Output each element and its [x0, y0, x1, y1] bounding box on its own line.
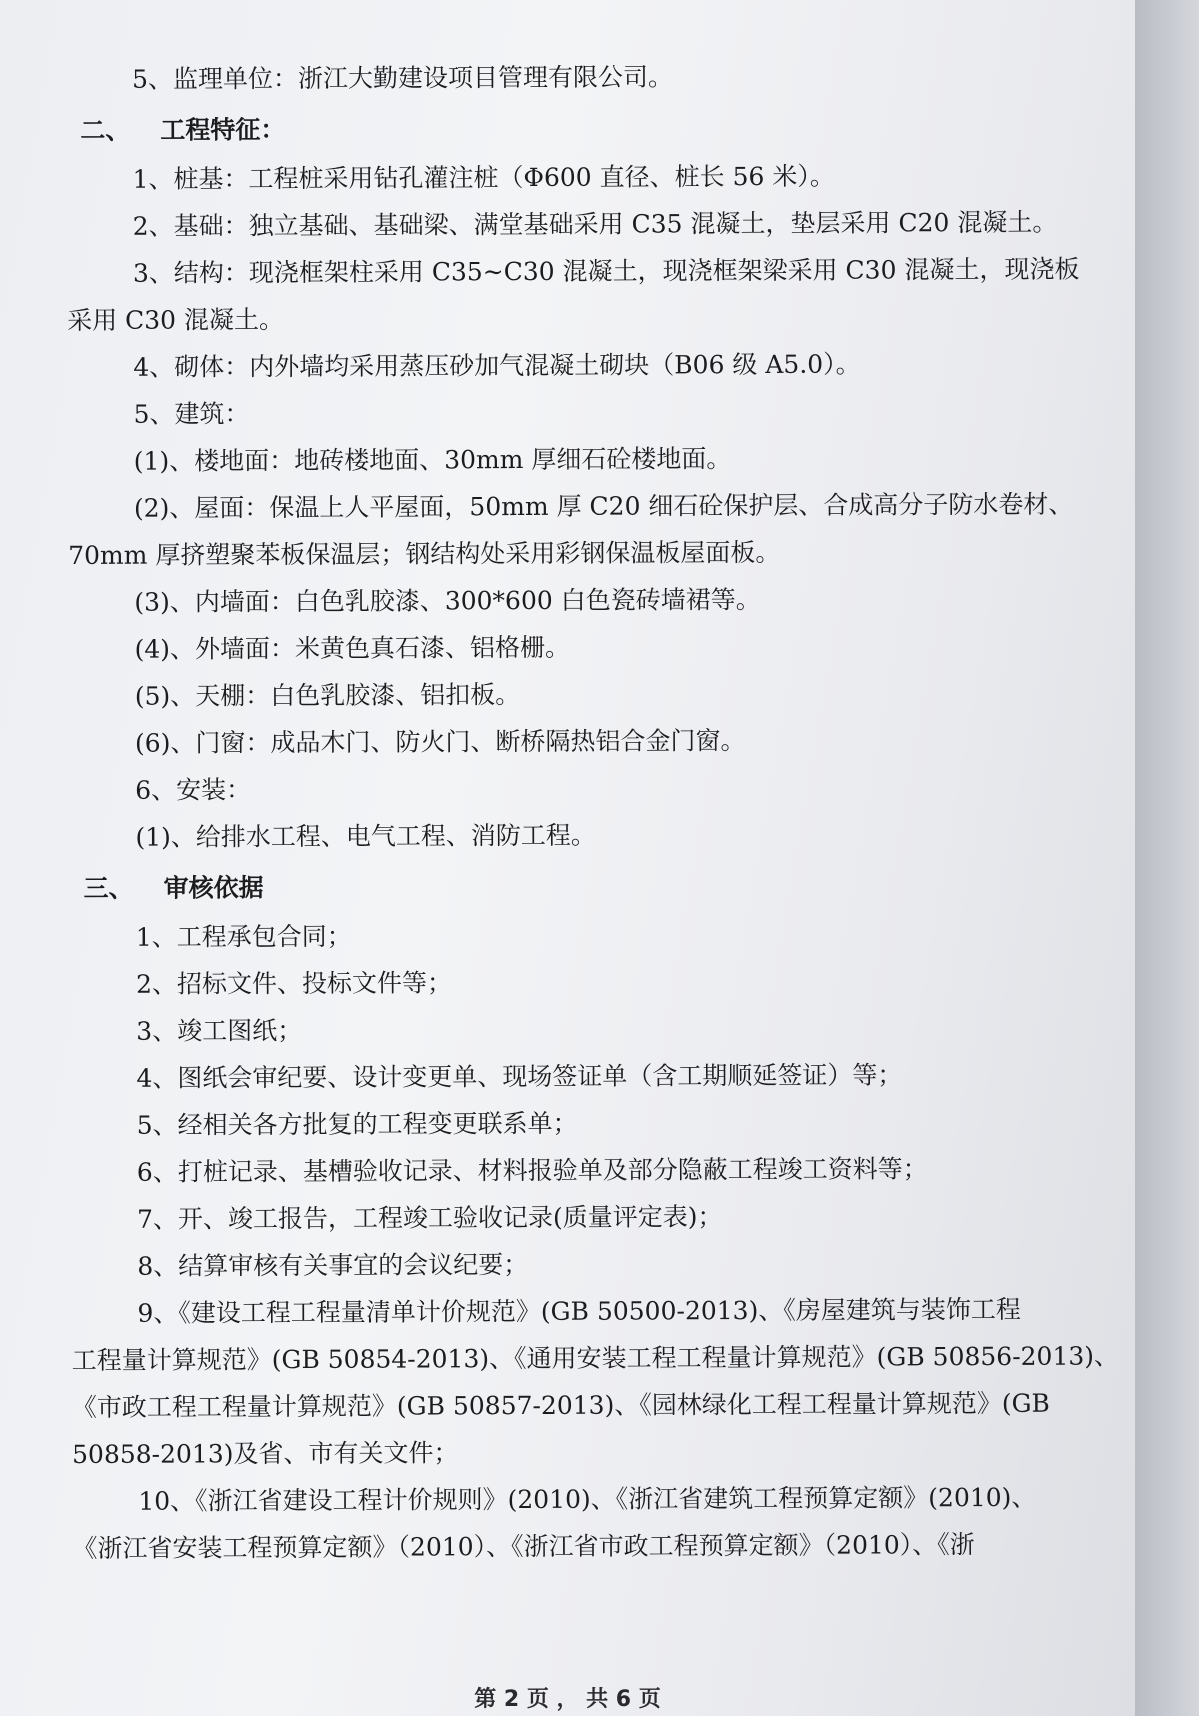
- pile-line: 1、桩基：工程桩采用钻孔灌注桩（Φ600 直径、桩长 56 米）。: [132, 161, 835, 194]
- page-footer: 第 2 页 ， 共 6 页: [474, 1687, 661, 1712]
- basis-line-4: 4、图纸会审纪要、设计变更单、现场签证单（含工期顺延签证）等；: [136, 1060, 903, 1093]
- section-title: 审核依据: [163, 873, 264, 903]
- roof-line-cont: 70mm 厚挤塑聚苯板保温层；钢结构处采用彩钢保温板屋面板。: [68, 537, 781, 570]
- basis-line-7: 7、开、竣工报告，工程竣工验收记录(质量评定表)；: [137, 1202, 723, 1234]
- install-item-line: (1)、给排水工程、电气工程、消防工程。: [135, 820, 596, 852]
- floor-line: (1)、楼地面：地砖楼地面、30mm 厚细石砼楼地面。: [133, 444, 732, 476]
- roof-line: (2)、屋面：保温上人平屋面，50mm 厚 C20 细石砼保护层、合成高分子防水卷材、: [133, 489, 1074, 523]
- basis-line-1: 1、工程承包合同；: [135, 921, 352, 952]
- outer-wall-line: (4)、外墙面：米黄色真石漆、铝格栅。: [134, 632, 571, 664]
- basis-line-8: 8、结算审核有关事宜的会议纪要；: [137, 1249, 529, 1281]
- document-body: [66, 51, 1120, 1572]
- basis-line-5: 5、经相关各方批复的工程变更联系单；: [136, 1108, 578, 1140]
- section-number: 二、: [80, 115, 131, 145]
- foundation-line: 2、基础：独立基础、基础梁、满堂基础采用 C35 混凝土，垫层采用 C20 混凝土。: [132, 207, 1058, 241]
- basis-line-6: 6、打桩记录、基槽验收记录、材料报验单及部分隐蔽工程竣工资料等；: [136, 1154, 928, 1187]
- supervisor-line: 5、监理单位：浙江大勤建设项目管理有限公司。: [132, 62, 674, 94]
- section-number: 三、: [83, 873, 134, 903]
- basis-line-10-cont: 《浙江省安装工程预算定额》（2010）、《浙江省市政工程预算定额》（2010）、《浙: [72, 1530, 975, 1563]
- section-heading-3: [70, 860, 1110, 912]
- structure-line-cont: 采用 C30 混凝土。: [67, 305, 285, 335]
- basis-line-9: 9、《建设工程工程量清单计价规范》(GB 50500-2013)、《房屋建筑与装饰工程: [137, 1294, 1021, 1328]
- ceiling-line: (5)、天棚：白色乳胶漆、铝扣板。: [134, 680, 521, 711]
- structure-line: 3、结构：现浇框架柱采用 C35~C30 混凝土，现浇框架梁采用 C30 混凝土，现浇板: [132, 254, 1080, 288]
- basis-line-9-cont-3: 50858-2013)及省、市有关文件；: [72, 1438, 459, 1469]
- basis-line-9-cont-1: 工程量计算规范》(GB 50854-2013)、《通用安装工程工程量计算规范》(GB 50856-2013)、: [71, 1341, 1120, 1375]
- masonry-line: 4、砌体：内外墙均采用蒸压砂加气混凝土砌块（B06 级 A5.0）。: [133, 349, 861, 382]
- basis-line-9-cont-2: 《市政工程工程量计算规范》(GB 50857-2013)、《园林绿化工程工程量计算规范》(GB: [71, 1388, 1050, 1422]
- basis-line-2: 2、招标文件、投标文件等；: [135, 968, 453, 999]
- basis-line-3: 3、竣工图纸；: [136, 1015, 303, 1046]
- page-edge-shadow: [1135, 0, 1199, 1716]
- section-heading-2: [66, 102, 1106, 154]
- inner-wall-line: (3)、内墙面：白色乳胶漆、300*600 白色瓷砖墙裙等。: [134, 584, 761, 617]
- doors-line: (6)、门窗：成品木门、防火门、断桥隔热铝合金门窗。: [134, 726, 746, 758]
- architecture-line: 5、建筑：: [133, 399, 250, 429]
- install-line: 6、安装：: [135, 775, 252, 805]
- basis-line-10: 10、《浙江省建设工程计价规则》(2010)、《浙江省建筑工程预算定额》(2010)、: [138, 1482, 1037, 1516]
- section-title: 工程特征：: [160, 115, 286, 145]
